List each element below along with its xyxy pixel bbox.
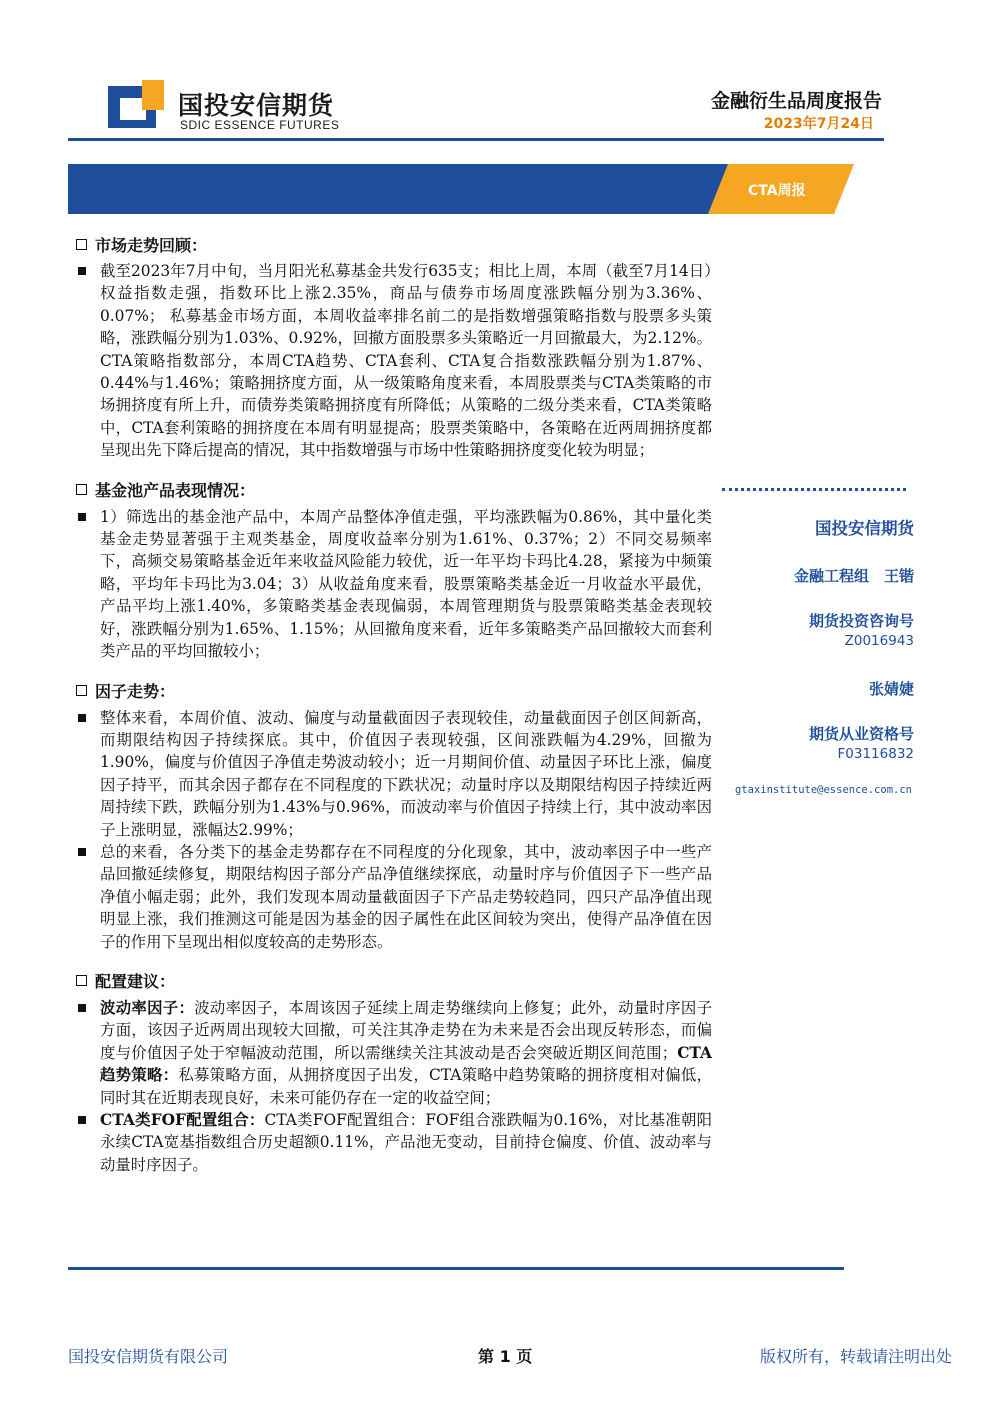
main-content <box>76 226 712 1176</box>
section-heading: 基金池产品表现情况： <box>76 480 712 500</box>
sidebar-email[interactable]: gtaxinstitute@essence.com.cn <box>734 784 912 796</box>
report-tag: CTA周报 <box>748 183 806 199</box>
sidebar-license-label: 期货投资咨询号 <box>808 612 914 630</box>
bullet-paragraph: 波动率因子：波动率因子，本周该因子延续上周走势继续向上修复；此外，动量时序因子方面，该因子近两周出现较大回撤，可关注其净走势在为未来是否会出现反转形态，而偏度与价值因子处于窄幅波动范围，所以需继续关注其波动是否会突破近期区间范围；CTA趋势策略：私募策略方面，从拥挤度因子出发，CTA策略中趋势策略的拥挤度相对偏低，同时其在近期表现良好，未来可能仍存在一定的收益空间； <box>76 997 712 1109</box>
report-title: 指增、股票多头策略领涨 <box>240 175 516 204</box>
sidebar-qualification-number: F03116832 <box>837 746 914 762</box>
company-logo <box>108 80 172 128</box>
report-date: 2023年7月24日 <box>763 116 874 132</box>
sidebar-qualification-label: 期货从业资格号 <box>808 725 914 743</box>
footer-divider <box>68 1267 844 1270</box>
header-divider <box>68 138 884 141</box>
sidebar-team-analyst: 金融工程组 王锴 <box>793 567 914 585</box>
section-heading: 市场走势回顾： <box>76 234 712 254</box>
sidebar-license-number: Z0016943 <box>844 633 914 649</box>
bullet-paragraph: 总的来看，各分类下的基金走势都存在不同程度的分化现象，其中，波动率因子中一些产品回撤延续修复，期限结构因子部分产品净值继续探底，动量时序与价值因子下一些产品净值小幅走弱；此外，我们发现本周动量截面因子下产品走势较趋同，四只产品净值出现明显上涨，我们推测这可能是因为基金的因子属性在此区间较为突出，使得产品净值在因子的作用下呈现出相似度较高的走势形态。 <box>76 841 712 953</box>
sidebar-company: 国投安信期货 <box>815 519 914 538</box>
page-number: 第 1 页 <box>478 1347 533 1366</box>
brand-name-en: SDIC ESSENCE FUTURES <box>180 118 340 132</box>
bullet-paragraph: 1）筛选出的基金池产品中，本周产品整体净值走强，平均涨跌幅为0.86%，其中量化类基金走势显著强于主观类基金，周度收益率分别为1.61%、0.37%；2）不同交易频率下，高频交易策略基金近年来收益风险能力较优，近一年平均卡玛比4.28，紧接为中频策略，平均年卡玛比为3.04；3）从收益角度来看，股票策略类基金近一月收益水平最优，产品平均上涨1.40%，多策略类基金表现偏弱，本周管理期货与股票策略类基金表现较好，涨跌幅分别为1.65%、1.15%；从回撤角度来看，近年多策略类产品回撤较大而套利类产品的平均回撤较小； <box>76 506 712 663</box>
checkbox-square-icon <box>76 484 87 495</box>
checkbox-square-icon <box>76 239 87 250</box>
checkbox-square-icon <box>76 685 87 696</box>
bullet-paragraph: CTA类FOF配置组合：CTA类FOF配置组合：FOF组合涨跌幅为0.16%，对比基准朝阳永续CTA宽基指数组合历史超额0.11%，产品池无变动，目前持仓偏度、价值、波动率与动量时序因子。 <box>76 1109 712 1176</box>
checkbox-square-icon <box>76 975 87 986</box>
footer-copyright: 版权所有，转载请注明出处 <box>759 1347 952 1366</box>
brand-name-cn: 国投安信期货 <box>178 91 335 120</box>
footer-company: 国投安信期货有限公司 <box>68 1347 229 1366</box>
section-heading: 因子走势： <box>76 681 712 701</box>
bullet-paragraph: 截至2023年7月中旬，当月阳光私募基金共发行635支；相比上周，本周（截至7月14日）权益指数走强，指数环比上涨2.35%，商品与债券市场周度涨跌幅分别为3.36%、0.07%； 私募基金市场方面，本周收益率排名前二的是指数增强策略指数与股票多头策略，涨跌幅分别为1.03%、0.92%，回撤方面股票多头策略近一月回撤最大，为2.12%。 CTA策略指数部分，本周CTA趋势、CTA套利、CTA复合指数涨跌幅分别为1.87%、0.44%与1.46%；策略拥挤度方面，从一级策略角度来看，本周股票类与CTA类策略的市场拥挤度有所上升，而债券类策略拥挤度有所降低；从策略的二级分类来看，CTA类策略中，CTA套利策略的拥挤度在本周有明显提高；股票类策略中，各策略在近两周拥挤度都呈现出先下降后提高的情况，其中指数增强与市场中性策略拥挤度变化较为明显； <box>76 260 712 462</box>
sidebar-analyst-name: 张婧婕 <box>868 680 914 698</box>
sidebar-divider <box>722 488 906 491</box>
section-heading: 配置建议： <box>76 971 712 991</box>
bullet-paragraph: 整体来看，本周价值、波动、偏度与动量截面因子表现较佳，动量截面因子创区间新高，而期限结构因子持续探底。其中，价值因子表现较强，区间涨跌幅为4.29%，回撤为1.90%，偏度与价值因子净值走势波动较小；近一月期间价值、动量因子环比上涨，偏度因子持平，而其余因子都存在不同程度的下跌状况；动量时序以及期限结构因子持续近两周持续下跌，跌幅分别为1.43%与0.96%，而波动率与价值因子持续上行，其中波动率因子上涨明显，涨幅达2.99%； <box>76 707 712 841</box>
report-type: 金融衍生品周度报告 <box>710 90 882 112</box>
